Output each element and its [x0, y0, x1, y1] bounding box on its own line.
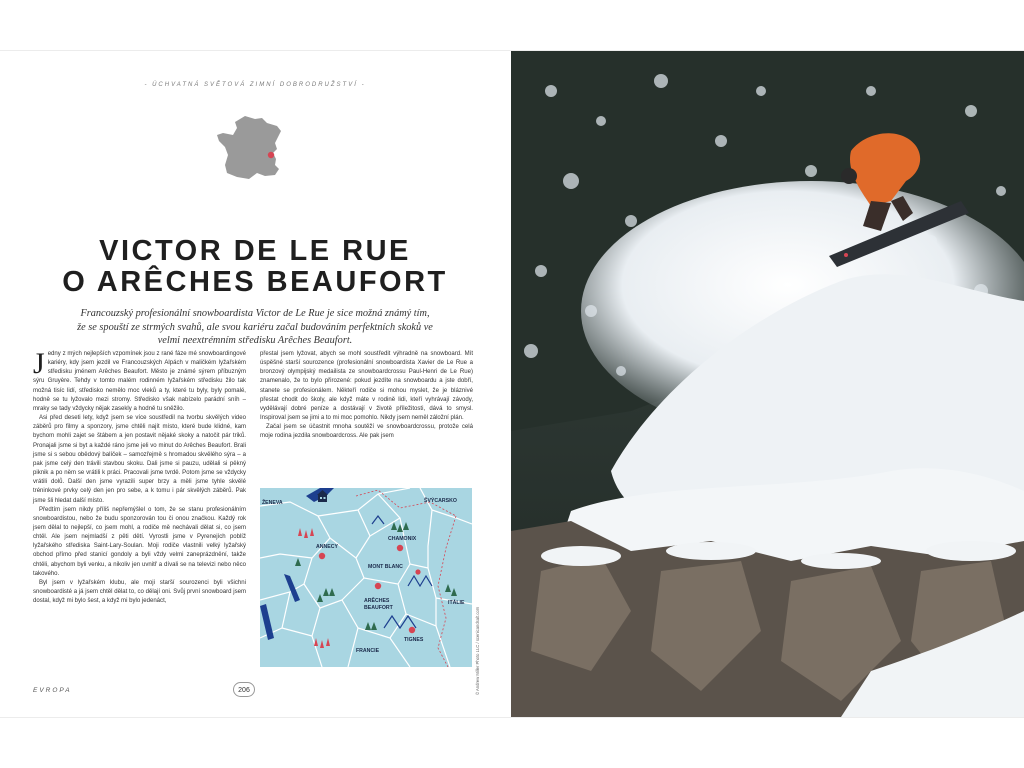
label-beaufort: BEAUFORT: [364, 605, 393, 611]
title-line-2: O ARÊCHES BEAUFORT: [62, 266, 448, 298]
paragraph: Začal jsem se účastnit mnoha soutěží ve snowboardcrossu, protože celá moje rodina jezdila snowboardcross. Ale pak jsem: [260, 424, 473, 440]
page-number: 206: [233, 682, 255, 697]
label-areches: ARÊCHES: [364, 598, 390, 604]
paragraph: Předtím jsem nikdy příliš nepřemýšlel o tom, že se stanu profesionálním snowboardistou, nebo že budu sponzorován tou či onou značkou. Každý rok jsem dělal to nejlepší, co jsem mohl, a rodiče mě nechávali dělat si, co jsem chtěl. Ale jsem nejmladší z pěti dětí. Vyrostli jsme v Pyrenejích poblíž lyžařského střediska Saint-Lary-Soulan. Moji rodiče vlastnili velký lyžařský obchod přímo před stanicí gondoly a byli vždy velmi zaneprázdnění, takže chtěli, abychom byli venku, a nikoliv jen uvnitř a dívali se na televizi nebo něco takového.: [33, 506, 246, 577]
label-chamonix: CHAMONIX: [388, 536, 417, 542]
paragraph: Byl jsem v lyžařském klubu, ale moji starší sourozenci byli všichni snowboardisté a já jsem chtěl dělat to, co dělají oni. Svůj první snowboard jsem dostal, když mi bylo šest, a když mi bylo jedenáct,: [33, 579, 246, 605]
section-kicker: - ÚCHVATNÁ SVĚTOVÁ ZIMNÍ DOBRODRUŽSTVÍ -: [144, 82, 366, 88]
title-line-1: VICTOR DE LE RUE: [99, 235, 411, 267]
article-title: [60, 236, 450, 298]
snowboarder-photo: [511, 51, 1024, 717]
pine-trees-icon: [295, 522, 457, 630]
paragraph: Asi před deseti lety, když jsem se více soustředil na tvorbu skvělých video záběrů pro filmy a sponzory, jsme chtěli najít místo, které bude klidné, kam bychom mohli zajet se štábem a jen postavit nějaké skoky a natočit pár triků. Pronajali jsme si byt a každé ráno jsme jeli vo minut do Arêches Beaufort. Brali jsme si s sebou obědový balíček – samozřejmě s hromadou skvělého sýra – a pak jsme celý den trávili stavbou skoku. Dali jsme si pauzu, udělali si pěkný piknik a po něm se vrátili k práci. Pracovali jsme tvrdě. Potom jsme se vždycky vrátili dolů. Další den jsme vyrazili super brzy a měli jsme tyhle skvělé tréninkové prvky celý den jen pro sebe, a k tomu i pár skvělých záběrů. Pak jsme šli hledat další místo.: [33, 415, 246, 504]
drop-cap: J: [33, 347, 45, 380]
label-switzerland: ŠVÝCARSKO: [424, 498, 457, 504]
mont-blanc-dot-icon: [415, 569, 420, 574]
bottom-rule: [0, 717, 1024, 718]
article-lede: Francouzský profesionální snowboardista Victor de Le Rue je sice možná známý tím, že se spouští ze strmých svahů, ale svou kariéru začal budováním perfektních skoků ve velmi neextrémním středisku Arêches Beaufort.: [77, 308, 433, 346]
label-france: FRANCIE: [356, 648, 380, 654]
label-italy: ITÁLIE: [448, 600, 465, 606]
label-annecy: ANNECY: [316, 544, 338, 550]
body-column-right: [260, 350, 473, 442]
mountain-icon: [372, 516, 432, 628]
paragraph: přestal jsem lyžovat, abych se mohl soustředit výhradně na snowboard. Mít úspěšné starší sourozence (profesionální snowboardista Xavier de Le Rue a bronzový olympijský medailista ze snowboardcrossu Paul-Henri de Le Rue) znamenalo, že to bylo přirozené: pokud jezdíte na snowboardu a jste dobří, stanete se profesionálem. Někteří rodiče si mohou myslet, že je bláznivé přestat chodit do školy, ale když máte v rodině lidi, kteří vyhrávají závody, vydělávají dobré peníze a dostávají v životě příležitosti, dává to smysl. Inspiroval jsem se jimi a to mi moc pomohlo. Nikdy jsem neměl záložní plán.: [260, 351, 473, 422]
running-footer: EVROPA: [33, 687, 72, 694]
paragraph: Jedny z mých nejlepších vzpomínek jsou z rané fáze mé snowboardingové kariéry, kdy jsem jezdil ve Francouzských Alpách v maličkém lyžařském středisku jménem Arêches Beaufort. Město je známé sýrem příbuzným sýru Gruyère. Tehdy v tomto malém rodinném lyžařském středisku žilo tak možná tisíc lidí, středisko nemělo moc vleků a ty, které tu byly, byly pomalé, hodně se tu lyžovalo mezi stromy. Středisko však nabízelo parádní sníh – mraky se tady vždycky nějak zasekly a hodně tu sněžilo.: [33, 347, 246, 412]
label-mont-blanc: MONT BLANC: [368, 564, 403, 570]
label-tignes: TIGNES: [404, 637, 424, 643]
label-geneva: ŽENEVA: [262, 500, 283, 506]
photo-credit: © Andrew Miller Photo LLC / scenicandsalt.com: [475, 606, 480, 695]
location-dot-icon: [268, 152, 274, 158]
chamonix-dot-icon: [397, 545, 403, 551]
areches-dot-icon: [375, 583, 381, 589]
annecy-dot-icon: [319, 553, 325, 559]
tignes-dot-icon: [409, 627, 415, 633]
region-map: [260, 488, 472, 667]
france-map-icon: [215, 113, 290, 183]
body-column-left: [33, 347, 246, 606]
